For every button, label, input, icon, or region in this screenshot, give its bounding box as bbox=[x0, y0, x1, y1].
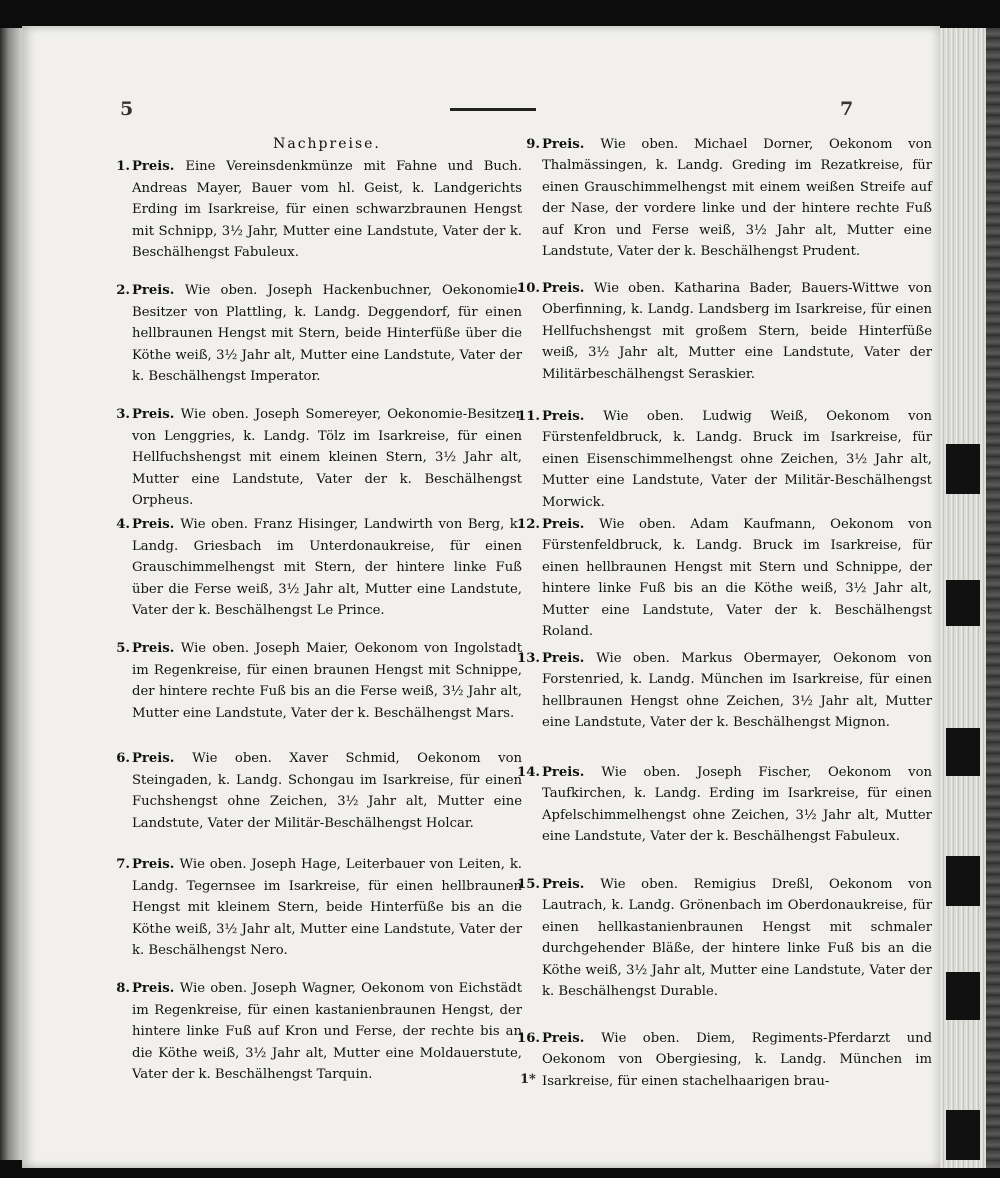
entry-text: Wie oben. Joseph Maier, Oekonom von Ingolstadt im Regenkreise, für einen braunen Hengst mit Schnippe, der hintere rechte Fuß bis an die Ferse weiß, 3½ Jahr alt, Mutter eine Landstute, Vater der k. Beschälhengst Mars. bbox=[132, 641, 522, 721]
page-number-right: 7 bbox=[840, 98, 854, 120]
prize-entry bbox=[517, 278, 932, 406]
prize-entry bbox=[517, 406, 933, 514]
entry-number: 13. bbox=[517, 651, 540, 666]
entry-text: Wie oben. Joseph Wagner, Oekonom von Eichstädt im Regenkreise, für einen kastanienbraunen Hengst, der hintere linke Fuß auf Kron und Ferse, der rechte bis an die Köthe weiß, 3½ Jahr alt, Mutter eine Moldauerstute, Vater der k. Beschälhengst Tarquin. bbox=[132, 981, 522, 1083]
page-header bbox=[22, 98, 940, 128]
prize-entry bbox=[526, 134, 933, 278]
prize-entry bbox=[517, 514, 932, 648]
section-title: Nachpreise. bbox=[273, 136, 381, 152]
entry-text: Wie oben. Ludwig Weiß, Oekonom von Fürstenfeldbruck, k. Landg. Bruck im Isarkreise, für einen Eisenschimmelhengst ohne Zeichen, 3½ Jahr alt, Mutter eine Landstute, Vater der Militär-Beschälhengst Morwick. bbox=[542, 409, 933, 510]
entry-number: 7. bbox=[116, 857, 130, 873]
prize-entry bbox=[116, 638, 522, 748]
entry-text: Wie oben. Katharina Bader, Bauers-Wittwe von Oberfinning, k. Landg. Landsberg im Isarkreise, für einen Hellfuchshengst mit großem Stern, beide Hinterfüße weiß, 3½ Jahr alt, Mutter eine Landstute, Vater der Militärbeschälhengst Seraskier. bbox=[542, 281, 932, 382]
entry-lead: Preis. bbox=[132, 159, 186, 175]
prize-entry bbox=[116, 978, 522, 1102]
prize-entry bbox=[116, 748, 522, 854]
entry-number: 12. bbox=[517, 517, 540, 532]
entry-lead: Preis. bbox=[132, 517, 181, 533]
prize-entry bbox=[116, 404, 522, 514]
prize-entry bbox=[116, 514, 522, 638]
entry-text: Wie oben. Joseph Somereyer, Oekonomie-Besitzer von Lenggries, k. Landg. Tölz im Isarkreise, für einen Hellfuchshengst mit einem kleinen Stern, 3½ Jahr alt, Mutter eine Landstute, Vater der k. Beschälhengst Orpheus. bbox=[132, 407, 522, 509]
entry-lead: Preis. bbox=[132, 751, 193, 767]
index-tab bbox=[946, 580, 980, 626]
entry-number: 16. bbox=[517, 1031, 540, 1046]
index-tab bbox=[946, 972, 980, 1020]
signature-mark: 1* bbox=[520, 1072, 536, 1087]
entry-lead: Preis. bbox=[542, 281, 594, 296]
entry-lead: Preis. bbox=[542, 877, 601, 892]
entry-number: 11. bbox=[517, 409, 540, 424]
entry-lead: Preis. bbox=[132, 857, 180, 873]
entry-number: 15. bbox=[517, 877, 540, 892]
index-tab bbox=[946, 728, 980, 776]
entry-lead: Preis. bbox=[542, 651, 597, 666]
prize-entry bbox=[116, 854, 523, 978]
entry-text: Wie oben. Xaver Schmid, Oekonom von Steingaden, k. Landg. Schongau im Isarkreise, für einen Fuchshengst ohne Zeichen, 3½ Jahr alt, Mutter eine Landstute, Vater der Militär-Beschälhengst Holcar. bbox=[132, 751, 522, 831]
entry-number: 6. bbox=[116, 751, 130, 767]
entry-text: Wie oben. Franz Hisinger, Landwirth von Berg, k. Landg. Griesbach im Unterdonaukreise, für einen Grauschimmelhengst mit Stern, der hintere linke Fuß über die Ferse weiß, 3½ Jahr alt, Mutter eine Landstute, Vater der k. Beschälhengst Le Prince. bbox=[132, 517, 522, 619]
prize-entry bbox=[517, 648, 933, 762]
prize-entry bbox=[116, 280, 522, 404]
entry-lead: Preis. bbox=[132, 283, 185, 299]
book-page bbox=[22, 26, 940, 1168]
index-tab bbox=[946, 856, 980, 906]
book-fore-edge bbox=[940, 28, 1000, 1168]
index-tab bbox=[946, 1110, 980, 1160]
entry-lead: Preis. bbox=[542, 409, 604, 424]
entry-text: Wie oben. Joseph Fischer, Oekonom von Taufkirchen, k. Landg. Erding im Isarkreise, für einen Apfelschimmelhengst ohne Zeichen, 3½ Jahr alt, Mutter eine Landstute, Vater der k. Beschälhengst Fabuleux. bbox=[542, 765, 933, 845]
entry-lead: Preis. bbox=[542, 517, 600, 532]
entry-number: 5. bbox=[116, 641, 130, 657]
page-number-left: 5 bbox=[120, 98, 134, 120]
entry-text: Wie oben. Remigius Dreßl, Oekonom von Lautrach, k. Landg. Grönenbach im Oberdonaukreise, für einen hellkastanienbraunen Hengst mit schmaler durchgehender Bläße, der hintere linke Fuß bis an die Köthe weiß, 3½ Jahr alt, Mutter eine Landstute, Vater der k. Beschälhengst Durable. bbox=[542, 877, 932, 1000]
entry-number: 3. bbox=[116, 407, 130, 423]
index-tab bbox=[946, 444, 980, 494]
header-rule bbox=[450, 108, 536, 111]
prize-entry bbox=[517, 762, 933, 874]
entry-number: 14. bbox=[517, 765, 540, 780]
entry-number: 2. bbox=[116, 283, 130, 299]
entry-number: 1. bbox=[116, 159, 130, 175]
entry-lead: Preis. bbox=[542, 1031, 602, 1046]
fore-edge-outer bbox=[986, 28, 1000, 1168]
entry-text: Wie oben. Markus Obermayer, Oekonom von Forstenried, k. Landg. München im Isarkreise, für einen hellbraunen Hengst ohne Zeichen, 3½ Jahr alt, Mutter eine Landstute, Vater der k. Beschälhengst Mignon. bbox=[542, 651, 933, 731]
text-column-left bbox=[116, 134, 523, 1102]
entry-lead: Preis. bbox=[132, 407, 181, 423]
facing-page-edge bbox=[0, 28, 22, 1160]
entry-lead: Preis. bbox=[542, 765, 602, 780]
entry-text: Wie oben. Michael Dorner, Oekonom von Thalmässingen, k. Landg. Greding im Rezatkreise, für einen Grauschimmelhengst mit einem weißen Streife auf der Nase, der vordere linke und der hintere rechte Fuß auf Kron und Ferse weiß, 3½ Jahr alt, Mutter eine Landstute, Vater der k. Beschälhengst Prudent. bbox=[542, 137, 933, 260]
entry-text: Wie oben. Adam Kaufmann, Oekonom von Fürstenfeldbruck, k. Landg. Bruck im Isarkreise, für einen hellbraunen Hengst mit Stern und Schnippe, der hintere linke Fuß bis an die Köthe weiß, 3½ Jahr alt, Mutter eine Landstute, Vater der k. Beschälhengst Roland. bbox=[542, 517, 932, 640]
prize-entry bbox=[116, 156, 522, 280]
prize-entry bbox=[517, 874, 932, 1028]
entry-number: 9. bbox=[526, 137, 540, 152]
entry-lead: Preis. bbox=[132, 981, 180, 997]
prize-entry bbox=[517, 1028, 933, 1098]
entry-text: Wie oben. Joseph Hackenbuchner, Oekonomie-Besitzer von Plattling, k. Landg. Deggendorf, für einen hellbraunen Hengst mit Stern, beide Hinterfüße über die Köthe weiß, 3½ Jahr alt, Mutter eine Landstute, Vater der k. Beschälhengst Imperator. bbox=[132, 283, 522, 385]
entry-number: 4. bbox=[116, 517, 130, 533]
entry-lead: Preis. bbox=[542, 137, 601, 152]
entry-number: 10. bbox=[517, 281, 540, 296]
entry-text: Eine Vereinsdenkmünze mit Fahne und Buch. Andreas Mayer, Bauer vom hl. Geist, k. Landgerichts Erding im Isarkreise, für einen schwarzbraunen Hengst mit Schnipp, 3½ Jahr, Mutter eine Landstute, Vater der k. Beschälhengst Fabuleux. bbox=[132, 159, 522, 261]
text-column-right bbox=[517, 134, 933, 1098]
entry-lead: Preis. bbox=[132, 641, 181, 657]
entry-text: Wie oben. Diem, Regiments-Pferdarzt und Oekonom von Obergiesing, k. Landg. München im Isarkreise, für einen stachelhaarigen brau- bbox=[542, 1031, 933, 1089]
entry-text: Wie oben. Joseph Hage, Leiterbauer von Leiten, k. Landg. Tegernsee im Isarkreise, für einen hellbraunen Hengst mit kleinem Stern, beide Hinterfüße bis an die Köthe weiß, 3½ Jahr alt, Mutter eine Landstute, Vater der k. Beschälhengst Nero. bbox=[132, 857, 523, 959]
entry-number: 8. bbox=[116, 981, 130, 997]
